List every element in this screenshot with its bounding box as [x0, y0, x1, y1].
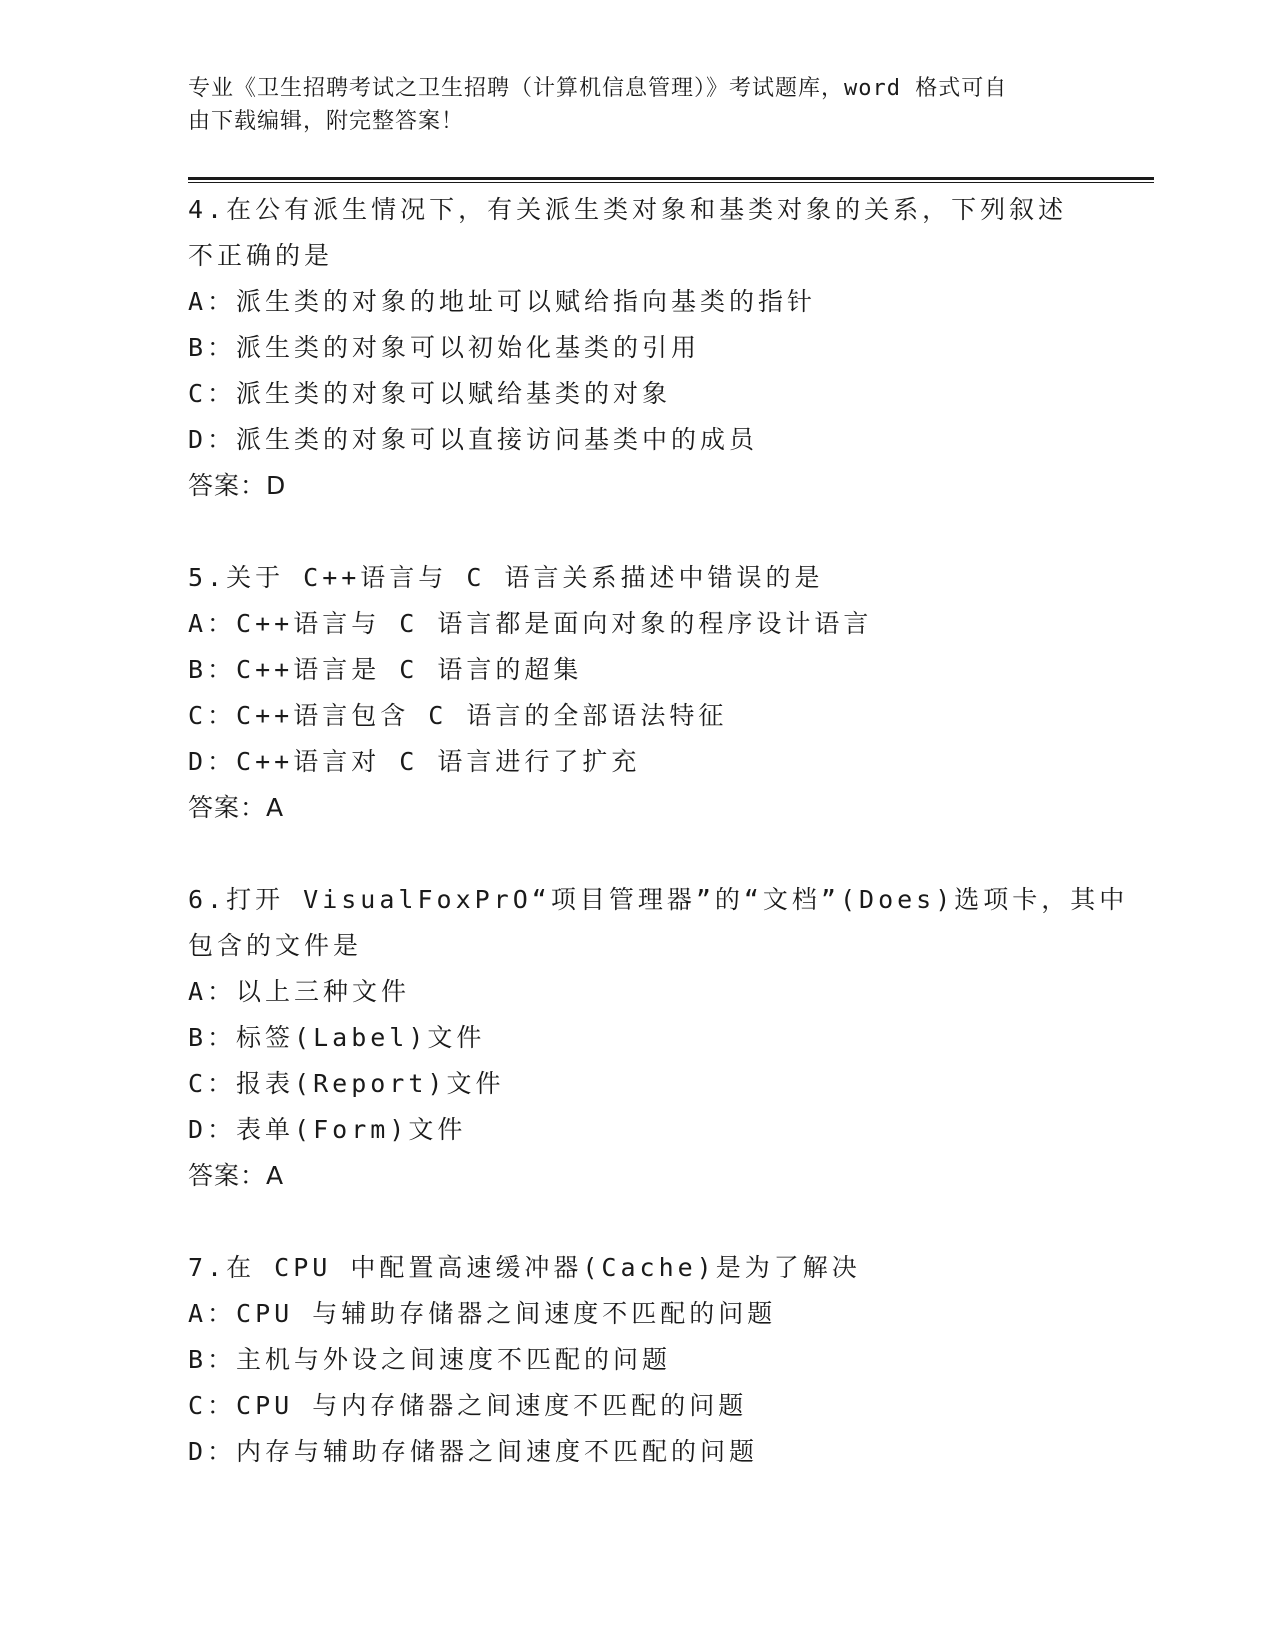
option-d: D：内存与辅助存储器之间速度不匹配的问题 — [188, 1437, 759, 1466]
option-b: B：C++语言是 C 语言的超集 — [188, 655, 583, 684]
question-stem: 包含的文件是 — [188, 931, 363, 960]
document-header — [188, 72, 1068, 138]
option-b: B：标签(Label)文件 — [188, 1023, 486, 1052]
option-b: B：派生类的对象可以初始化基类的引用 — [188, 333, 701, 362]
question-stem: 5.关于 C++语言与 C 语言关系描述中错误的是 — [188, 563, 824, 592]
question-stem: 7.在 CPU 中配置高速缓冲器(Cache)是为了解决 — [188, 1253, 861, 1282]
question-stem: 4.在公有派生情况下，有关派生类对象和基类对象的关系，下列叙述 — [188, 195, 1068, 224]
question-list — [188, 187, 1129, 1521]
question-stem: 6.打开 VisualFoxPrO“项目管理器”的“文档”(Does)选项卡，其中 — [188, 885, 1129, 914]
option-a: A：C++语言与 C 语言都是面向对象的程序设计语言 — [188, 609, 873, 638]
option-c: C：报表(Report)文件 — [188, 1069, 505, 1098]
option-d: D：派生类的对象可以直接访问基类中的成员 — [188, 425, 759, 454]
option-a: A：派生类的对象的地址可以赋给指向基类的指针 — [188, 287, 817, 316]
question-7 — [188, 1245, 1088, 1475]
answer: 答案：A — [188, 1161, 285, 1190]
header-divider-thick — [188, 177, 1154, 180]
option-b: B：主机与外设之间速度不匹配的问题 — [188, 1345, 672, 1374]
option-a: A：CPU 与辅助存储器之间速度不匹配的问题 — [188, 1299, 777, 1328]
option-d: D：表单(Form)文件 — [188, 1115, 467, 1144]
header-line-2: 由下载编辑，附完整答案！ — [188, 109, 465, 134]
option-d: D：C++语言对 C 语言进行了扩充 — [188, 747, 641, 776]
question-6 — [188, 877, 1129, 1199]
answer: 答案：A — [188, 793, 285, 822]
question-stem: 不正确的是 — [188, 241, 334, 270]
header-divider-thin — [188, 182, 1154, 183]
question-4 — [188, 187, 1088, 509]
option-a: A：以上三种文件 — [188, 977, 411, 1006]
option-c: C：C++语言包含 C 语言的全部语法特征 — [188, 701, 728, 730]
option-c: C：派生类的对象可以赋给基类的对象 — [188, 379, 672, 408]
option-c: C：CPU 与内存储器之间速度不匹配的问题 — [188, 1391, 748, 1420]
question-5 — [188, 555, 1088, 831]
answer: 答案：D — [188, 471, 287, 500]
header-line-1: 专业《卫生招聘考试之卫生招聘（计算机信息管理）》考试题库，word 格式可自 — [188, 76, 1008, 101]
